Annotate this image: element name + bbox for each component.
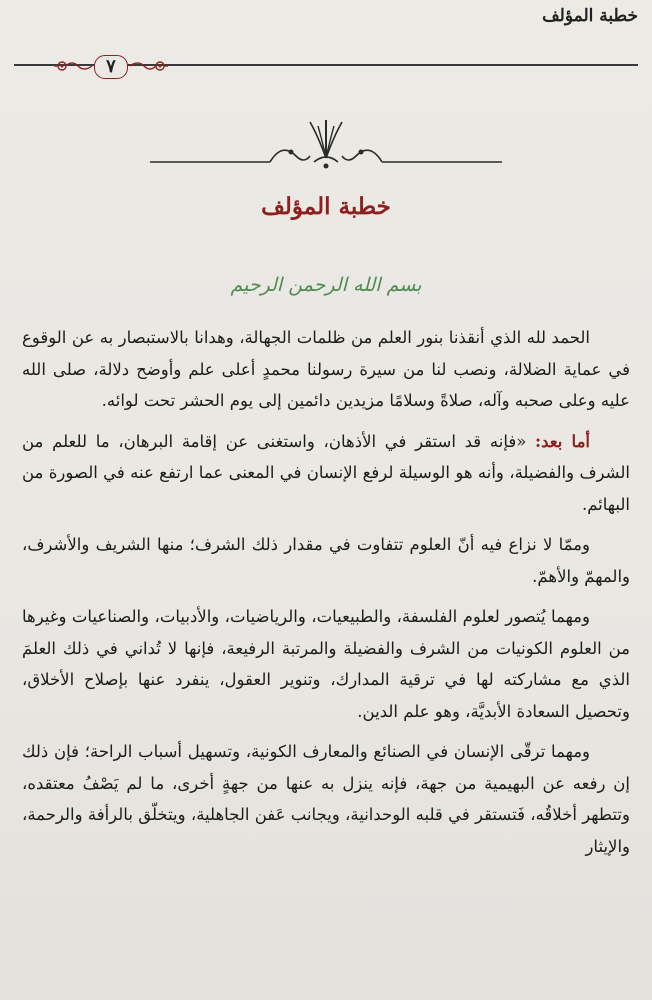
right-flourish-icon [128,56,170,76]
paragraph [22,601,630,727]
paragraph-text: وممّا لا نزاع فيه أنّ العلوم تتفاوت في مقدار ذلك الشرف؛ منها الشريف والأشرف، والمهمّ والأهمّ. [22,535,630,586]
paragraph-text: الحمد لله الذي أنقذنا بنور العلم من ظلمات الجهالة، وهدانا بالاستبصار به عن الوقوع في عماية الضلالة، ونصب لنا من سيرة رسولنا محمدٍ أعلى علم وأوضح دلالة، صلى الله عليه وعلى صحبه وآله، صلاةً وسلامًا مزيدين دائمين إلى يوم الحشر تحت لوائه. [22,328,630,410]
left-flourish-icon [52,56,94,76]
page-number: ٧ [94,55,128,79]
running-title: خطبة المؤلف [542,6,638,26]
paragraph [22,529,630,592]
paragraph-text: «فإنه قد استقر في الأذهان، واستغنى عن إقامة البرهان، ما للعلم من الشرف والفضيلة، وأنه هو الوسيلة لرفع الإنسان في المعنى عما ارتفع عنه في الصورة من البهائم. [22,431,630,514]
paragraph-lead: أما بعد: [535,431,590,451]
chapter-title: خطبة المؤلف [261,193,391,220]
page-number-ornament [52,55,170,79]
paragraph [22,736,630,862]
paragraph-text: ومهما ترقّى الإنسان في الصنائع والمعارف الكونية، وتسهيل أسباب الراحة؛ فإن ذلك إن رفعه عن البهيمية من جهة، فإنه ينزل به عنها من جهةٍ أخرى، ما لم يَصْفُ معتقده، وتتطهر أخلاقُه، فَتستقر في قلبه الوحدانية، ويجانب عَفن الجاهلية، ويتخلّق بالرأفة والرحمة، والإيثار [22,742,630,856]
body-text [22,322,630,871]
paragraph [22,322,630,417]
paragraph [22,426,630,521]
chapter-ornament-icon [150,112,502,174]
basmala-calligraphy: بسم الله الرحمن الرحيم [230,274,422,296]
paragraph-text: ومهما يُتصور لعلوم الفلسفة، والطبيعيات، والرياضيات، والأدبيات، والصناعيات وغيرها من العلوم الكونيات من الشرف والفضيلة والمرتبة الرفيعة، فإنها لا تُداني في ذلك العلمَ الذي مع مشاركته لها في ترقية المدارك، وتنوير العقول، ينفرد عنها بإصلاح الأخلاق، وتحصيل السعادة الأبديَّة، وهو علم الدين. [22,607,630,721]
